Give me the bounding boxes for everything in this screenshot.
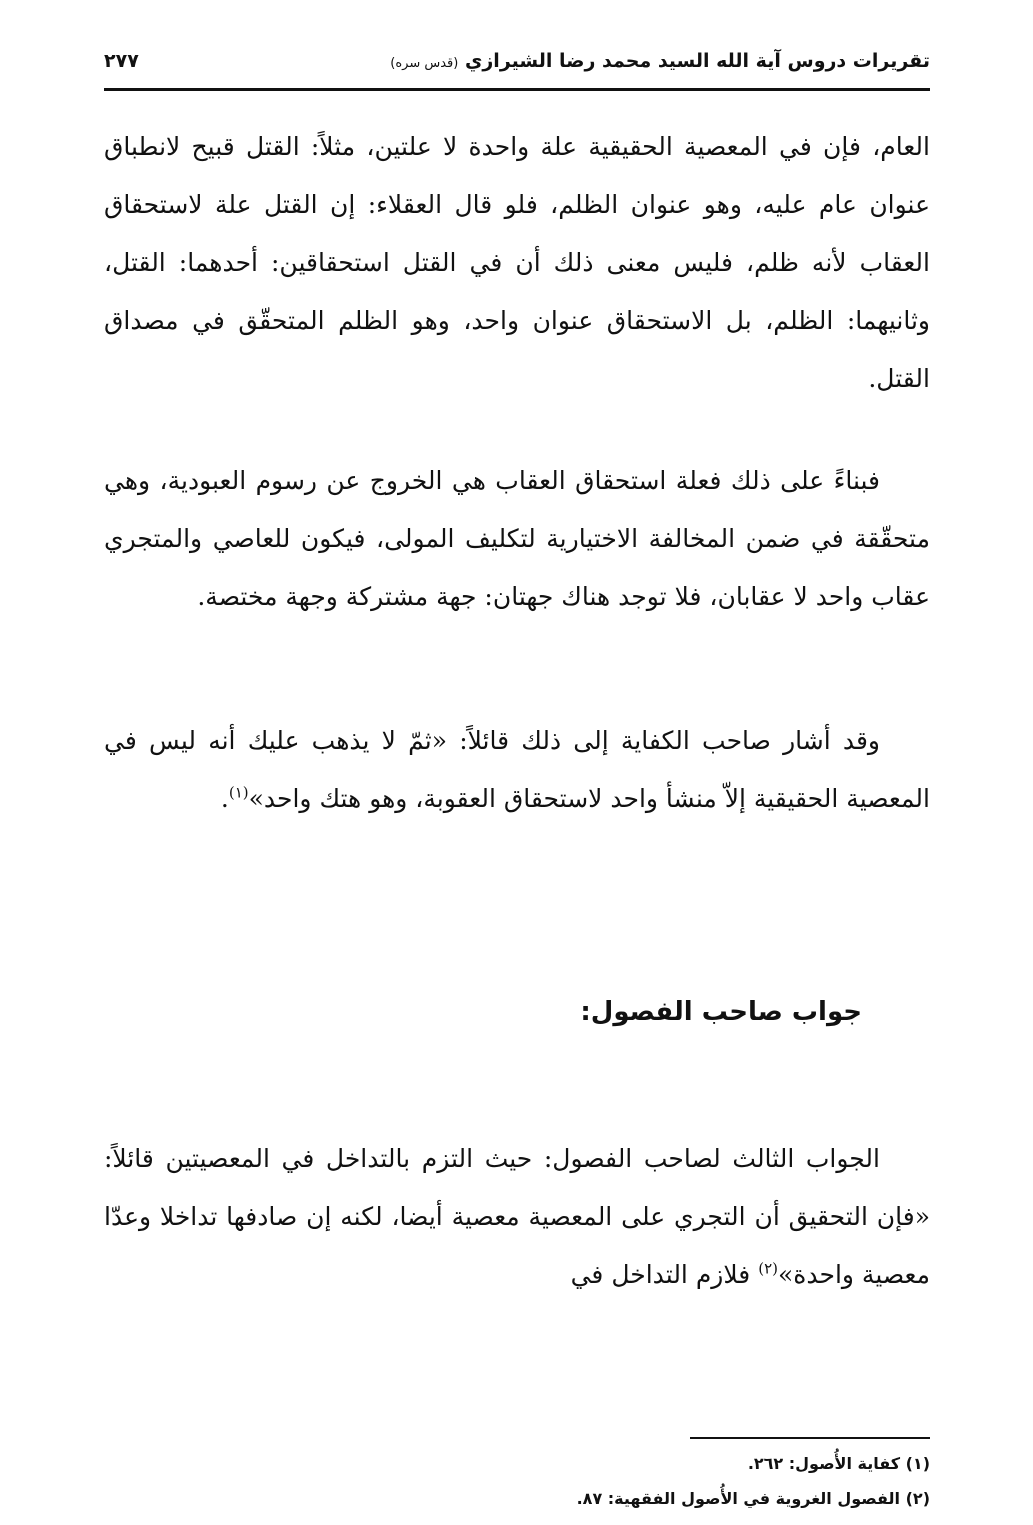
running-title-text: تقريرات دروس آية الله السيد محمد رضا الشيرازي xyxy=(464,50,930,72)
paragraph-3-tail: . xyxy=(220,784,229,813)
section-paragraph xyxy=(104,1130,930,1304)
paragraph-1: العام، فإن في المعصية الحقيقية علة واحدة لا علتين، مثلاً: القتل قبيح لانطباق عنوان عام عليه، وهو عنوان الظلم، فلو قال العقلاء: إن القتل علة لاستحقاق العقاب لأنه ظلم، فليس معنى ذلك أن في القتل استحقاقين: أحدهما: القتل، وثانيهما: الظلم، بل الاستحقاق عنوان واحد، وهو الظلم المتحقّق في مصداق القتل. xyxy=(104,132,930,393)
header-rule xyxy=(104,88,930,91)
running-title xyxy=(390,50,930,72)
section-paragraph-tail: فلازم التداخل في xyxy=(570,1260,759,1289)
footnote-1: (١) كفاية الأُصول: ٢٦٢. xyxy=(747,1454,930,1473)
paragraph-2: فبناءً على ذلك فعلة استحقاق العقاب هي الخروج عن رسوم العبودية، وهي متحقّقة في ضمن المخالفة الاختيارية لتكليف المولى، فيكون للعاصي والمتجري عقاب واحد لا عقابان، فلا توجد هناك جهتان: جهة مشتركة وجهة مختصة. xyxy=(104,466,930,611)
footnote-ref-2: (٢) xyxy=(758,1259,778,1278)
paragraph-3-text: وقد أشار صاحب الكفاية إلى ذلك قائلاً: «ثمّ لا يذهب عليك أنه ليس في المعصية الحقيقية إلاّ منشأ واحد لاستحقاق العقوبة، وهو هتك واحد» xyxy=(104,726,930,813)
section-heading: جواب صاحب الفصول: xyxy=(580,997,862,1027)
honorific: (قدس سره) xyxy=(390,56,459,71)
footnote-2: (٢) الفصول الغروية في الأُصول الفقهية: ٨٧. xyxy=(576,1489,930,1508)
page-header xyxy=(104,48,930,84)
paragraph-3 xyxy=(104,712,930,828)
book-page xyxy=(104,0,930,1525)
page-number: ٢٧٧ xyxy=(104,50,139,72)
footnotes xyxy=(104,1446,930,1516)
footnote-ref-1: (١) xyxy=(228,783,249,802)
section-paragraph-text: الجواب الثالث لصاحب الفصول: حيث التزم بالتداخل في المعصيتين قائلاً: «فإن التحقيق أن التجري على المعصية معصية أيضا، لكنه إن صادفها تداخلا وعدّا معصية واحدة» xyxy=(104,1144,930,1289)
footnote-rule xyxy=(690,1437,930,1439)
